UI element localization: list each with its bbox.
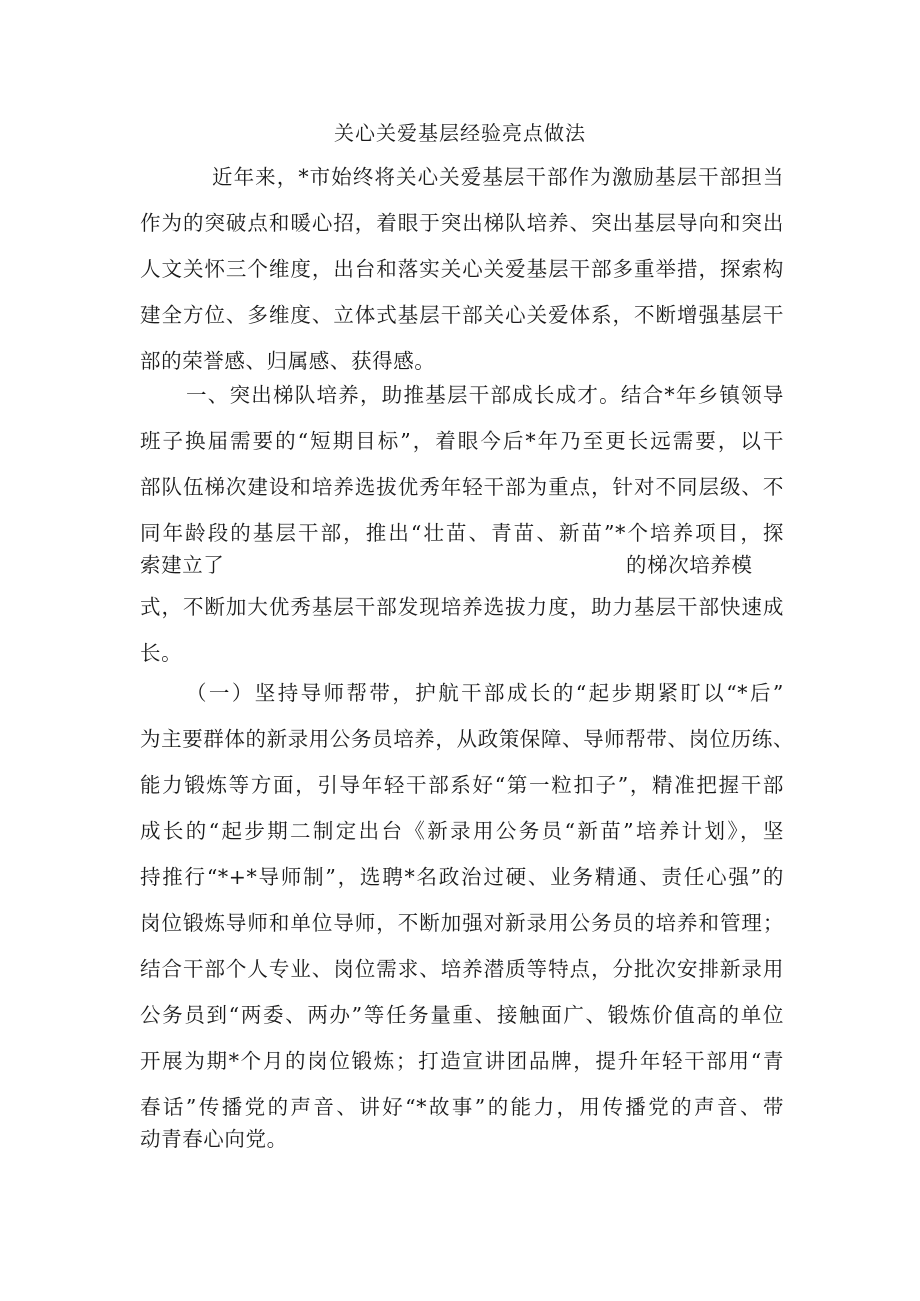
section1-split-line: [140, 550, 784, 580]
section1-line: 班子换届需要的“短期目标”，着眼今后*年乃至更长远需要，以干: [140, 429, 784, 453]
section1-line: 长。: [140, 641, 183, 665]
subsection1-line: 岗位锻炼导师和单位导师，不断加强对新录用公务员的培养和管理；: [140, 911, 784, 935]
document-title: 关心关爱基层经验亮点做法: [334, 121, 586, 145]
intro-line: 近年来，*市始终将关心关爱基层干部作为激励基层干部担当: [212, 165, 784, 189]
subsection1-line: 为主要群体的新录用公务员培养，从政策保障、导师帮带、岗位历练、: [140, 727, 795, 751]
subsection1-line: 春话”传播党的声音、讲好“*故事”的能力，用传播党的声音、带: [140, 1095, 784, 1119]
subsection1-line: 能力锻炼等方面，引导年轻干部系好“第一粒扣子”，精准把握干部: [140, 773, 784, 797]
subsection1-line: （一）坚持导师帮带，护航干部成长的“起步期紧盯以“*后”: [186, 681, 784, 705]
subsection1-line: 成长的“起步期二制定出台《新录用公务员“新苗”培养计划》，坚: [140, 819, 784, 843]
subsection1-line: 公务员到“两委、两办”等任务量重、接触面广、锻炼价值高的单位: [140, 1003, 784, 1027]
subsection1-line: 持推行“*+*导师制”，选聘*名政治过硬、业务精通、责任心强”的: [140, 865, 784, 889]
subsection1-line: 开展为期*个月的岗位锻炼；打造宣讲团品牌，提升年轻干部用“青: [140, 1049, 784, 1073]
intro-line: 作为的突破点和暖心招，着眼于突出梯队培养、突出基层导向和突出: [140, 211, 784, 235]
intro-line: 人文关怀三个维度，出台和落实关心关爱基层干部多重举措，探索构: [140, 257, 784, 281]
intro-line: 部的荣誉感、归属感、获得感。: [140, 349, 436, 373]
section1-line: 一、突出梯队培养，助推基层干部成长成才。结合*年乡镇领导: [186, 383, 784, 407]
section1-line: 部队伍梯次建设和培养选拔优秀年轻干部为重点，针对不同层级、不: [140, 475, 784, 499]
section1-split-left: 索建立了: [140, 553, 225, 577]
section1-split-right: 的梯次培养模: [626, 553, 753, 577]
subsection1-line: 结合干部个人专业、岗位需求、培养潜质等特点，分批次安排新录用: [140, 957, 784, 981]
section1-line: 式，不断加大优秀基层干部发现培养选拔力度，助力基层干部快速成: [140, 595, 784, 619]
intro-line: 建全方位、多维度、立体式基层干部关心关爱体系，不断增强基层干: [140, 303, 784, 327]
section1-line: 同年龄段的基层干部，推出“壮苗、青苗、新苗”*个培养项目，探: [140, 521, 784, 545]
subsection1-line: 动青春心向党。: [140, 1127, 288, 1151]
